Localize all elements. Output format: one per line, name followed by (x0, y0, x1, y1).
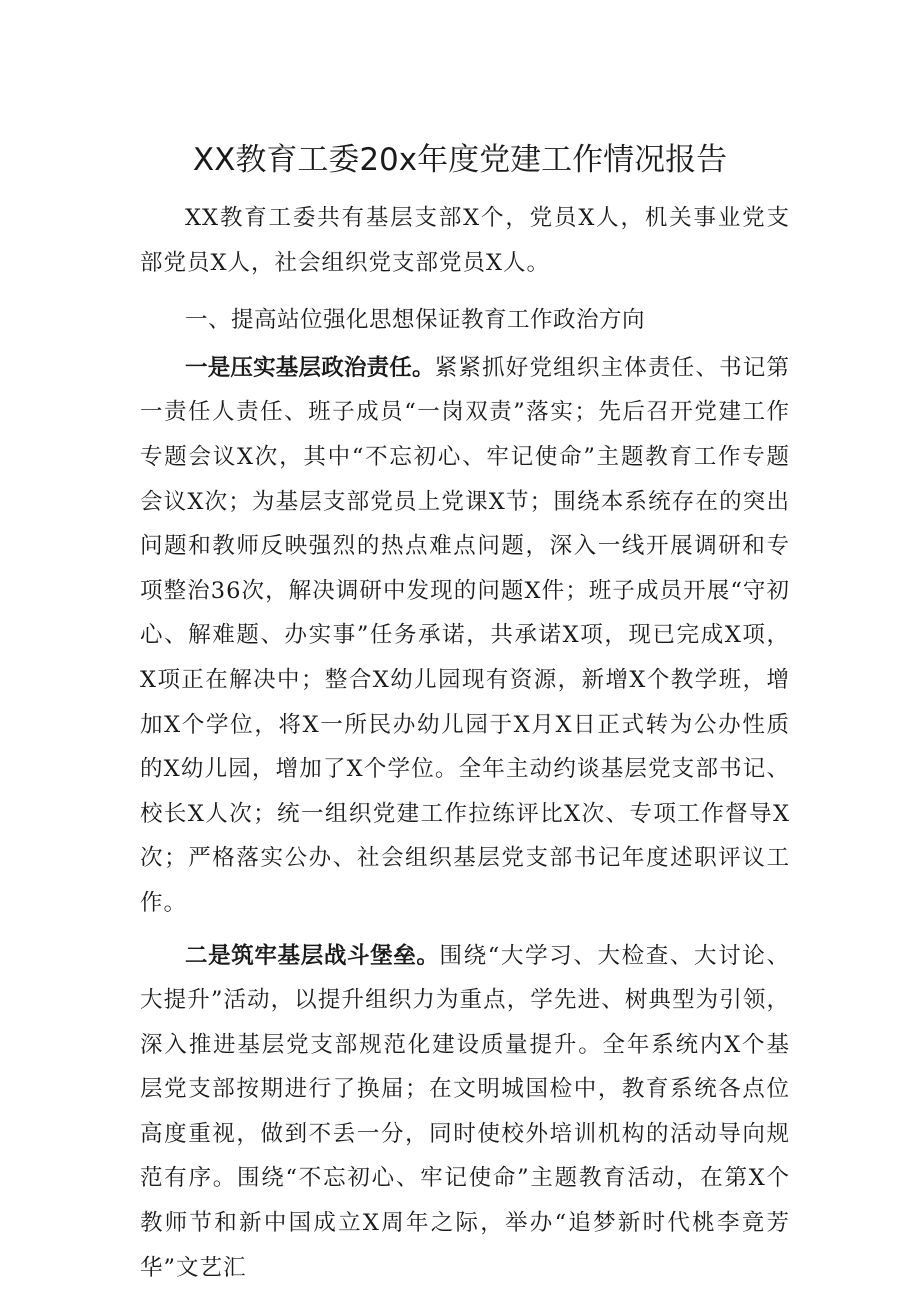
document-body (140, 196, 790, 1298)
document-title: XX教育工委20x年度党建工作情况报告 (192, 142, 728, 178)
item-1-text: 紧紧抓好党组织主体责任、书记第一责任人责任、班子成员“一岗双责”落实；先后召开党建工作专题会议X次，其中“不忘初心、牢记使命”主题教育工作专题会议X次；为基层支部党员上党课X节；围绕本系统存在的突出问题和教师反映强烈的热点难点问题，深入一线开展调研和专项整治36次，解决调研中发现的问题X件；班子成员开展“守初心、解难题、办实事”任务承诺，共承诺X项，现已完成X项，X项正在解决中；整合X幼儿园现有资源，新增X个教学班，增加X个学位，将X一所民办幼儿园于X月X日正式转为公办性质的X幼儿园，增加了X个学位。全年主动约谈基层党支部书记、校长X人次；统一组织党建工作拉练评比X次、专项工作督导X次；严格落实公办、社会组织基层党支部书记年度述职评议工作。 (140, 354, 790, 916)
item-1-lead: 一是压实基层政治责任。 (185, 354, 435, 381)
section-heading: 一、提高站位强化思想保证教育工作政治方向 (185, 307, 646, 334)
item-2-lead: 二是筑牢基层战斗堡垒。 (185, 942, 440, 969)
section-item-2 (140, 934, 790, 1291)
section-item-1 (140, 346, 790, 926)
intro-paragraph: XX教育工委共有基层支部X个，党员X人，机关事业党支部党员X人，社会组织党支部党员X人。 (140, 205, 790, 276)
item-2-text: 围绕“大学习、大检查、大讨论、大提升”活动，以提升组织力为重点，学先进、树典型为引领，深入推进基层党支部规范化建设质量提升。全年系统内X个基层党支部按期进行了换届；在文明城国检中，教育系统各点位高度重视，做到不丢一分，同时使校外培训机构的活动导向规范有序。围绕“不忘初心、牢记使命”主题教育活动，在第X个教师节和新中国成立X周年之际，举办“追梦新时代桃李竟芳华”文艺汇 (140, 942, 790, 1281)
